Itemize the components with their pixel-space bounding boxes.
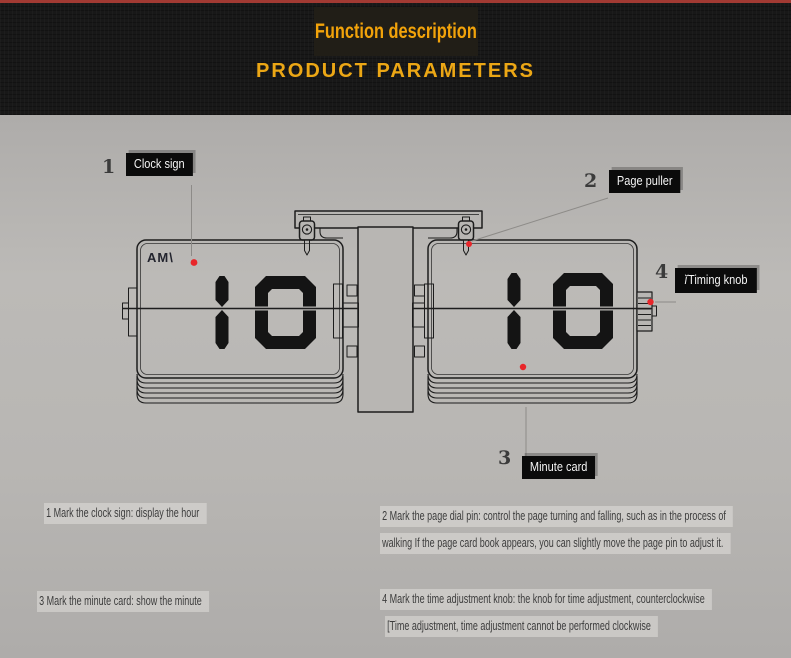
marker-dot-timing-knob — [647, 299, 653, 305]
callout-number-4: 4 — [655, 261, 669, 283]
callout-number-1: 1 — [102, 156, 116, 178]
page-puller-pin-right — [459, 217, 474, 255]
description-timing-knob-line1-text: 4 Mark the time adjustment knob: the knob for time adjustment, counterclockwise — [380, 589, 712, 610]
callout-tag-clock-sign-text: Clock sign — [133, 157, 185, 171]
am-indicator: AM\ — [147, 250, 174, 265]
marker-dot-minute-card — [520, 364, 526, 370]
flip-clock-diagram — [0, 115, 791, 658]
hour-card-hinge-right — [334, 284, 343, 338]
hour-digits — [216, 276, 317, 349]
function-description-box — [314, 7, 478, 56]
description-minute-card — [37, 594, 209, 608]
description-page-pin-line1-text: 2 Mark the page dial pin: control the page turning and falling, such as in the process of — [380, 506, 733, 527]
marker-dot-page-puller — [466, 241, 472, 247]
minute-digits — [508, 273, 614, 349]
hour-card-hinge-left — [123, 288, 138, 336]
description-clock-sign-text: 1 Mark the clock sign: display the hour — [44, 503, 206, 524]
description-page-pin-line1 — [380, 509, 733, 523]
callout-tag-minute-card — [522, 456, 595, 479]
callout-tag-page-puller — [609, 170, 681, 193]
callout-tag-clock-sign — [126, 153, 193, 176]
description-timing-knob-line1 — [380, 592, 712, 606]
description-clock-sign — [44, 506, 206, 520]
center-stand-pillar — [343, 227, 425, 412]
function-description-text: Function description — [314, 19, 477, 43]
callout-tag-page-puller-text: Page puller — [616, 174, 673, 188]
callout-number-2: 2 — [584, 170, 598, 192]
page-title: PRODUCT PARAMETERS — [256, 60, 535, 82]
text-cursor-glyph: ĭ — [684, 273, 688, 287]
callout-tag-minute-card-text: Minute card — [529, 460, 588, 474]
diagram-area — [0, 115, 791, 658]
description-page-pin-line2-text: walking If the page card book appears, you can slightly move the page pin to adjust it. — [380, 533, 731, 554]
description-timing-knob-line2-text: [Time adjustment, time adjustment cannot be performed clockwise — [385, 616, 658, 637]
header-banner — [0, 0, 791, 115]
callout-number-3: 3 — [498, 447, 512, 469]
description-minute-card-text: 3 Mark the minute card: show the minute — [37, 591, 209, 612]
marker-dot-clock-sign — [191, 259, 198, 266]
timing-knob — [637, 292, 657, 331]
callout-tag-timing-knob — [675, 268, 757, 293]
description-page-pin-line2 — [380, 536, 731, 550]
page-puller-pin-left — [300, 217, 315, 255]
description-timing-knob-line2 — [385, 619, 658, 633]
top-accent-line — [0, 0, 791, 3]
minute-card-hinge-left — [425, 284, 434, 338]
callout-tag-timing-knob-text: Timing knob — [688, 273, 748, 287]
